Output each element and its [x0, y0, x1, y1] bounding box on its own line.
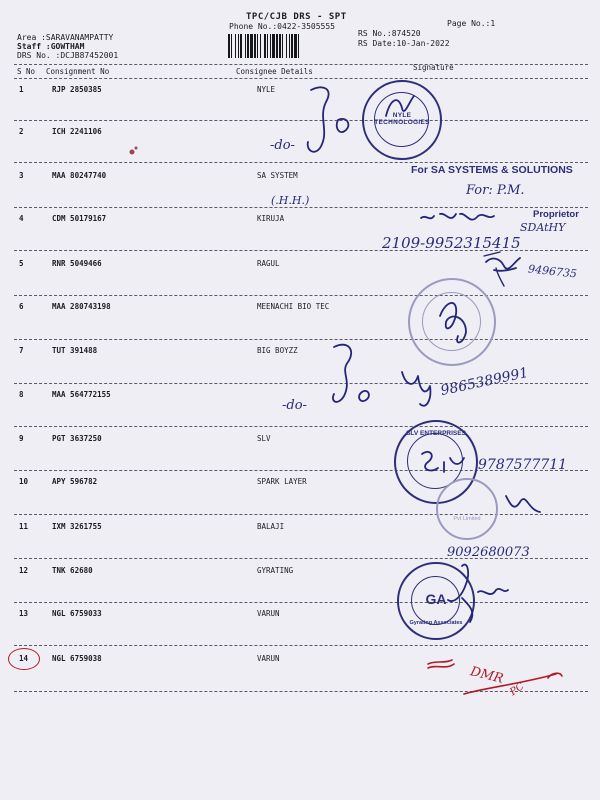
row-consignment: NGL 6759033 — [52, 609, 102, 618]
header-divider — [14, 64, 588, 65]
col-header-signature: Signature — [413, 63, 454, 72]
row-sno: 4 — [19, 214, 24, 223]
handwritten-phone: 9865389991 — [439, 364, 530, 400]
row-consignment: ICH 2241106 — [52, 127, 102, 136]
row-consignment: MAA 564772155 — [52, 390, 111, 399]
red-mark — [548, 673, 562, 678]
row-consignment: APY 596782 — [52, 477, 98, 486]
staff-label: Staff :GOWTHAM — [17, 42, 85, 51]
row-consignee: KIRUJA — [257, 214, 285, 223]
table-row — [0, 609, 600, 623]
row-sno: 10 — [19, 477, 29, 486]
ink-blot — [135, 147, 138, 150]
column-divider — [14, 78, 588, 79]
row-sno: 12 — [19, 566, 29, 575]
gyrating-associates-stamp — [397, 562, 475, 640]
col-header-consignee: Consignee Details — [236, 67, 313, 76]
table-row — [0, 302, 600, 316]
row-14-red-circle — [8, 648, 40, 670]
table-row — [0, 85, 600, 99]
row-consignee: VARUN — [257, 609, 280, 618]
spark-stamp-text: Pvt Limited — [453, 516, 481, 522]
row-divider — [14, 645, 588, 646]
spark-layer-stamp — [436, 478, 498, 540]
table-row — [0, 654, 600, 668]
row-consignment: MAA 80247740 — [52, 171, 107, 180]
area-label: Area :SARAVANAMPATTY — [17, 33, 114, 42]
table-row — [0, 434, 600, 448]
handwritten-phone: 9092680073 — [447, 545, 530, 560]
table-row — [0, 522, 600, 536]
row-divider — [14, 295, 588, 296]
row-consignment: IXM 3261755 — [52, 522, 102, 531]
ink-blot — [130, 150, 135, 155]
ga-stamp-text: GA — [425, 591, 447, 607]
row-sno: 1 — [19, 85, 24, 94]
table-row — [0, 566, 600, 580]
row-consignment: CDM 50179167 — [52, 214, 107, 223]
row-sno: 14 — [19, 654, 29, 663]
row-consignee: BIG BOYZZ — [257, 346, 298, 355]
row-sno: 11 — [19, 522, 29, 531]
gyrating-stamp-text: Gyrating Associates — [409, 620, 463, 626]
row-consignee: VARUN — [257, 654, 280, 663]
row-consignment: RJP 2850385 — [52, 85, 102, 94]
row-divider — [14, 426, 588, 427]
barcode — [228, 34, 346, 58]
nyle-company-stamp — [362, 80, 442, 160]
row-sno: 6 — [19, 302, 24, 311]
row-sno: 7 — [19, 346, 24, 355]
row-consignee: SPARK LAYER — [257, 477, 307, 486]
slv-stamp-text: SLV ENTERPRISES — [406, 430, 466, 437]
table-row — [0, 259, 600, 273]
row-sno: 5 — [19, 259, 24, 268]
row-divider — [14, 120, 588, 121]
row-sno: 9 — [19, 434, 24, 443]
col-header-sno: S No — [17, 67, 36, 76]
row-consignment: NGL 6759038 — [52, 654, 102, 663]
row-consignee: SLV — [257, 434, 271, 443]
handwritten-ditto: -do- — [270, 138, 295, 153]
table-row — [0, 127, 600, 141]
handwritten-name: SDAtHY — [520, 221, 566, 234]
sa-systems-company-stamp: For SA SYSTEMS & SOLUTIONS — [411, 164, 573, 176]
handwritten-phone: 9496735 — [527, 262, 578, 281]
row-consignee: MEENACHI BIO TEC — [257, 302, 330, 311]
row-consignee: SA SYSTEM — [257, 171, 298, 180]
signature-row10 — [506, 496, 540, 512]
col-header-consignment: Consignment No — [46, 67, 110, 76]
row-consignee: NYLE — [257, 85, 276, 94]
row-consignment: TUT 391488 — [52, 346, 98, 355]
page-number: Page No.:1 — [447, 19, 496, 28]
row-consignee: RAGUL — [257, 259, 280, 268]
nyle-stamp-text: NYLE TECHNOLOGIES — [374, 112, 430, 126]
rs-date: RS Date:10-Jan-2022 — [358, 39, 450, 48]
row-sno: 8 — [19, 390, 24, 399]
row-divider — [14, 514, 588, 515]
handwritten-red-note: DMR — [468, 664, 505, 687]
row-sno: 13 — [19, 609, 29, 618]
row-divider — [14, 339, 588, 340]
row-consignee: GYRATING — [257, 566, 294, 575]
drs-number: DRS No. :DCJB87452001 — [17, 51, 119, 60]
row-consignment: MAA 280743198 — [52, 302, 111, 311]
row-sno: 2 — [19, 127, 24, 136]
table-row — [0, 346, 600, 360]
row-divider — [14, 691, 588, 692]
row-consignment: TNK 62680 — [52, 566, 93, 575]
table-row — [0, 214, 600, 228]
row-consignee: BALAJI — [257, 522, 285, 531]
proprietor-stamp: Proprietor — [533, 209, 579, 220]
faint-company-stamp — [408, 278, 496, 366]
handwritten-ditto: -do- — [282, 398, 307, 413]
row-divider — [14, 162, 588, 163]
row-sno: 3 — [19, 171, 24, 180]
rs-number: RS No.:874520 — [358, 29, 421, 38]
table-row — [0, 477, 600, 491]
handwritten-phone: 9787577711 — [478, 457, 568, 473]
row-consignment: RNR 5049466 — [52, 259, 102, 268]
row-divider — [14, 602, 588, 603]
row-consignment: PGT 3637250 — [52, 434, 102, 443]
phone-number: Phone No.:0422-3505555 — [229, 22, 335, 31]
row-divider — [14, 207, 588, 208]
handwritten-phone: 2109-9952315415 — [382, 234, 521, 252]
company-title: TPC/CJB DRS - SPT — [246, 12, 347, 22]
handwritten-note: (.H.H.) — [271, 194, 310, 207]
handwritten-note: For: P.M. — [466, 183, 525, 198]
handwritten-red-note: PC — [508, 680, 527, 699]
